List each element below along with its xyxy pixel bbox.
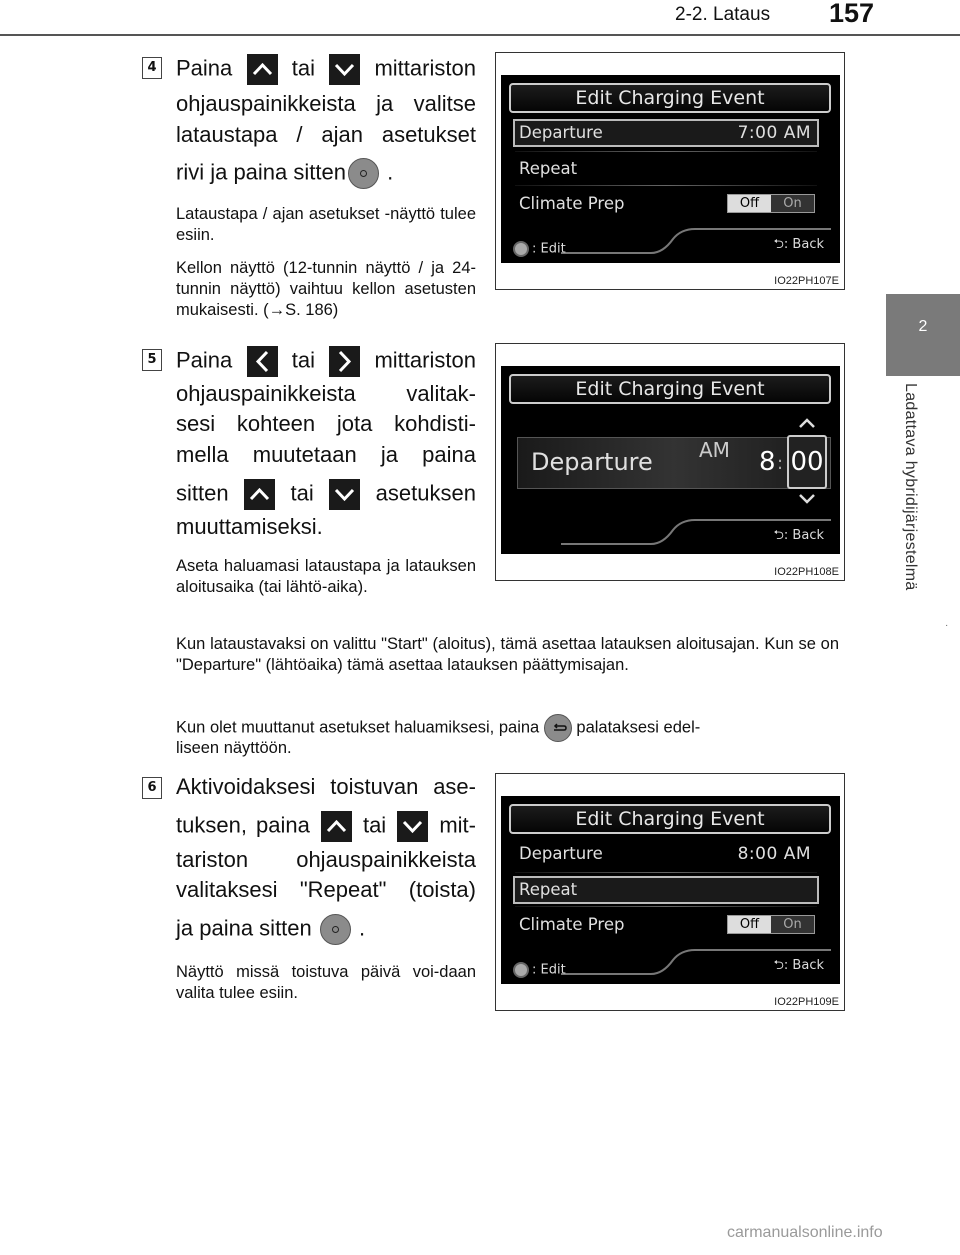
text: sitten xyxy=(176,480,229,506)
text: palataksesi edel- xyxy=(576,718,701,737)
text: Paina xyxy=(176,347,233,373)
back-arrow-icon: ⮌ xyxy=(773,528,784,543)
chevron-up-icon xyxy=(321,811,352,842)
knob-icon xyxy=(513,241,529,257)
text: : Edit xyxy=(532,962,566,978)
text: mittariston xyxy=(374,55,476,81)
screen-title: Edit Charging Event xyxy=(509,374,831,404)
text: : Back xyxy=(783,528,824,543)
row-label: Departure xyxy=(519,123,603,142)
arrow-down-icon xyxy=(797,492,817,506)
divider xyxy=(515,151,817,152)
side-mark: · xyxy=(945,620,949,631)
chapter-number: 2 xyxy=(918,318,928,335)
text: Kun olet muuttanut asetukset haluamiksesi, paina xyxy=(176,718,540,737)
text: asetuksen xyxy=(375,480,476,506)
text: : Edit xyxy=(532,241,566,257)
footer-back xyxy=(774,956,825,978)
text: ja paina sitten xyxy=(176,915,312,941)
row-climate: Climate Prep xyxy=(519,194,625,213)
chevron-down-icon xyxy=(329,54,360,85)
text: . xyxy=(359,915,366,941)
departure-label: Departure xyxy=(531,448,653,476)
header-divider xyxy=(0,34,960,36)
step-text-line xyxy=(176,811,476,842)
toggle-on: On xyxy=(771,195,814,212)
text: rivi ja paina sitten xyxy=(176,159,346,185)
watermark: carmanualsonline.info xyxy=(727,1224,883,1241)
chapter-tab xyxy=(886,294,960,376)
back-arrow-icon: ⮌ xyxy=(773,958,784,973)
text: : Back xyxy=(783,237,824,252)
arrow-up-icon xyxy=(797,416,817,430)
step-text-line xyxy=(176,346,476,377)
figure-screen-2 xyxy=(495,343,845,581)
footer-back xyxy=(774,235,825,257)
ok-button-icon xyxy=(320,914,351,945)
note: Kellon näyttö (12-tunnin näyttö / ja 24-tunnin näyttö) vaihtuu kellon asetusten mukaisesti. (→S. 186) xyxy=(176,259,476,319)
text: : Back xyxy=(783,958,824,973)
toggle-off: Off xyxy=(728,916,771,933)
display-screen xyxy=(501,366,840,554)
row-value: 7:00 AM xyxy=(737,123,811,143)
footer-edit xyxy=(513,241,566,257)
step-text-line xyxy=(176,158,476,189)
image-code: IO22PH108E xyxy=(774,566,839,578)
climate-toggle xyxy=(727,915,815,934)
step-text-line: ohjauspainikkeista valitak- xyxy=(176,381,476,406)
note: Lataustapa / ajan asetukset -näyttö tulee esiin. xyxy=(176,205,476,244)
display-screen xyxy=(501,75,840,263)
back-arrow-icon: ⮌ xyxy=(773,237,784,252)
step-text-line: muuttamiseksi. xyxy=(176,514,323,539)
screen-title: Edit Charging Event xyxy=(509,804,831,834)
text: tuksen, paina xyxy=(176,812,310,838)
display-screen xyxy=(501,796,840,984)
ampm: AM xyxy=(699,438,730,462)
step-text-line: ohjauspainikkeista ja valitse xyxy=(176,91,476,116)
text: mittariston xyxy=(374,347,476,373)
chapter-title: Ladattava hybridijärjestelmä xyxy=(902,383,919,591)
chevron-left-icon xyxy=(247,346,278,377)
text: tai xyxy=(291,55,315,81)
toggle-on: On xyxy=(771,916,814,933)
image-code: IO22PH107E xyxy=(774,275,839,287)
step-text-line: tariston ohjauspainikkeista xyxy=(176,847,476,872)
chevron-up-icon xyxy=(244,479,275,510)
section-title: 2-2. Lataus xyxy=(675,4,771,25)
step-text-line xyxy=(176,54,476,85)
chevron-down-icon xyxy=(329,479,360,510)
hour-value: 8 xyxy=(759,447,776,477)
step-number: 4 xyxy=(142,57,162,79)
text: mit- xyxy=(439,812,476,838)
note: Aseta haluamasi lataustapa ja latauksen aloitusaika (tai lähtö-aika). xyxy=(176,557,476,596)
chevron-up-icon xyxy=(247,54,278,85)
row-value: 8:00 AM xyxy=(737,844,811,864)
note: liseen näyttöön. xyxy=(176,739,292,757)
note: Kun lataustavaksi on valittu "Start" (aloitus), tämä asettaa latauksen aloitusajan. Kun se on "Departure" (lähtöaika) tämä asettaa latauksen päättymisajan. xyxy=(176,635,839,674)
page-number: 157 xyxy=(829,0,875,28)
row-repeat: Repeat xyxy=(513,876,819,904)
colon: : xyxy=(777,453,784,474)
chevron-right-icon xyxy=(329,346,360,377)
step-text-line xyxy=(176,914,476,945)
text: tai xyxy=(362,812,387,838)
step-number: 6 xyxy=(142,777,162,799)
text: tai xyxy=(291,347,315,373)
climate-toggle xyxy=(727,194,815,213)
step-text-line: mella muutetaan ja paina xyxy=(176,442,476,467)
figure-screen-3 xyxy=(495,773,845,1011)
divider xyxy=(515,872,817,873)
step-text-line: sesi kohteen jota kohdisti- xyxy=(176,411,476,436)
ok-button-icon xyxy=(348,158,379,189)
step-text-line: Aktivoidaksesi toistuvan ase- xyxy=(176,774,476,799)
toggle-off: Off xyxy=(728,195,771,212)
divider xyxy=(515,906,817,907)
step-text-line: lataustapa / ajan asetukset xyxy=(176,122,476,147)
row-label: Departure xyxy=(519,844,603,863)
text: . xyxy=(387,159,394,185)
divider xyxy=(515,185,817,186)
row-climate: Climate Prep xyxy=(519,915,625,934)
step-number: 5 xyxy=(142,349,162,371)
screen-title: Edit Charging Event xyxy=(509,83,831,113)
text: Paina xyxy=(176,55,233,81)
minute-field: 00 xyxy=(787,435,827,489)
knob-icon xyxy=(513,962,529,978)
text: tai xyxy=(290,480,314,506)
step-text-line: valitaksesi "Repeat" (toista) xyxy=(176,877,476,902)
image-code: IO22PH109E xyxy=(774,996,839,1008)
step-text-line xyxy=(176,479,476,510)
row-departure xyxy=(515,840,817,868)
footer-back xyxy=(774,526,825,548)
footer-edit xyxy=(513,962,566,978)
row-repeat: Repeat xyxy=(519,159,578,178)
row-departure xyxy=(513,119,819,147)
note: Näyttö missä toistuva päivä voi-daan valita tulee esiin. xyxy=(176,963,476,1002)
figure-screen-1 xyxy=(495,52,845,290)
chevron-down-icon xyxy=(397,811,428,842)
